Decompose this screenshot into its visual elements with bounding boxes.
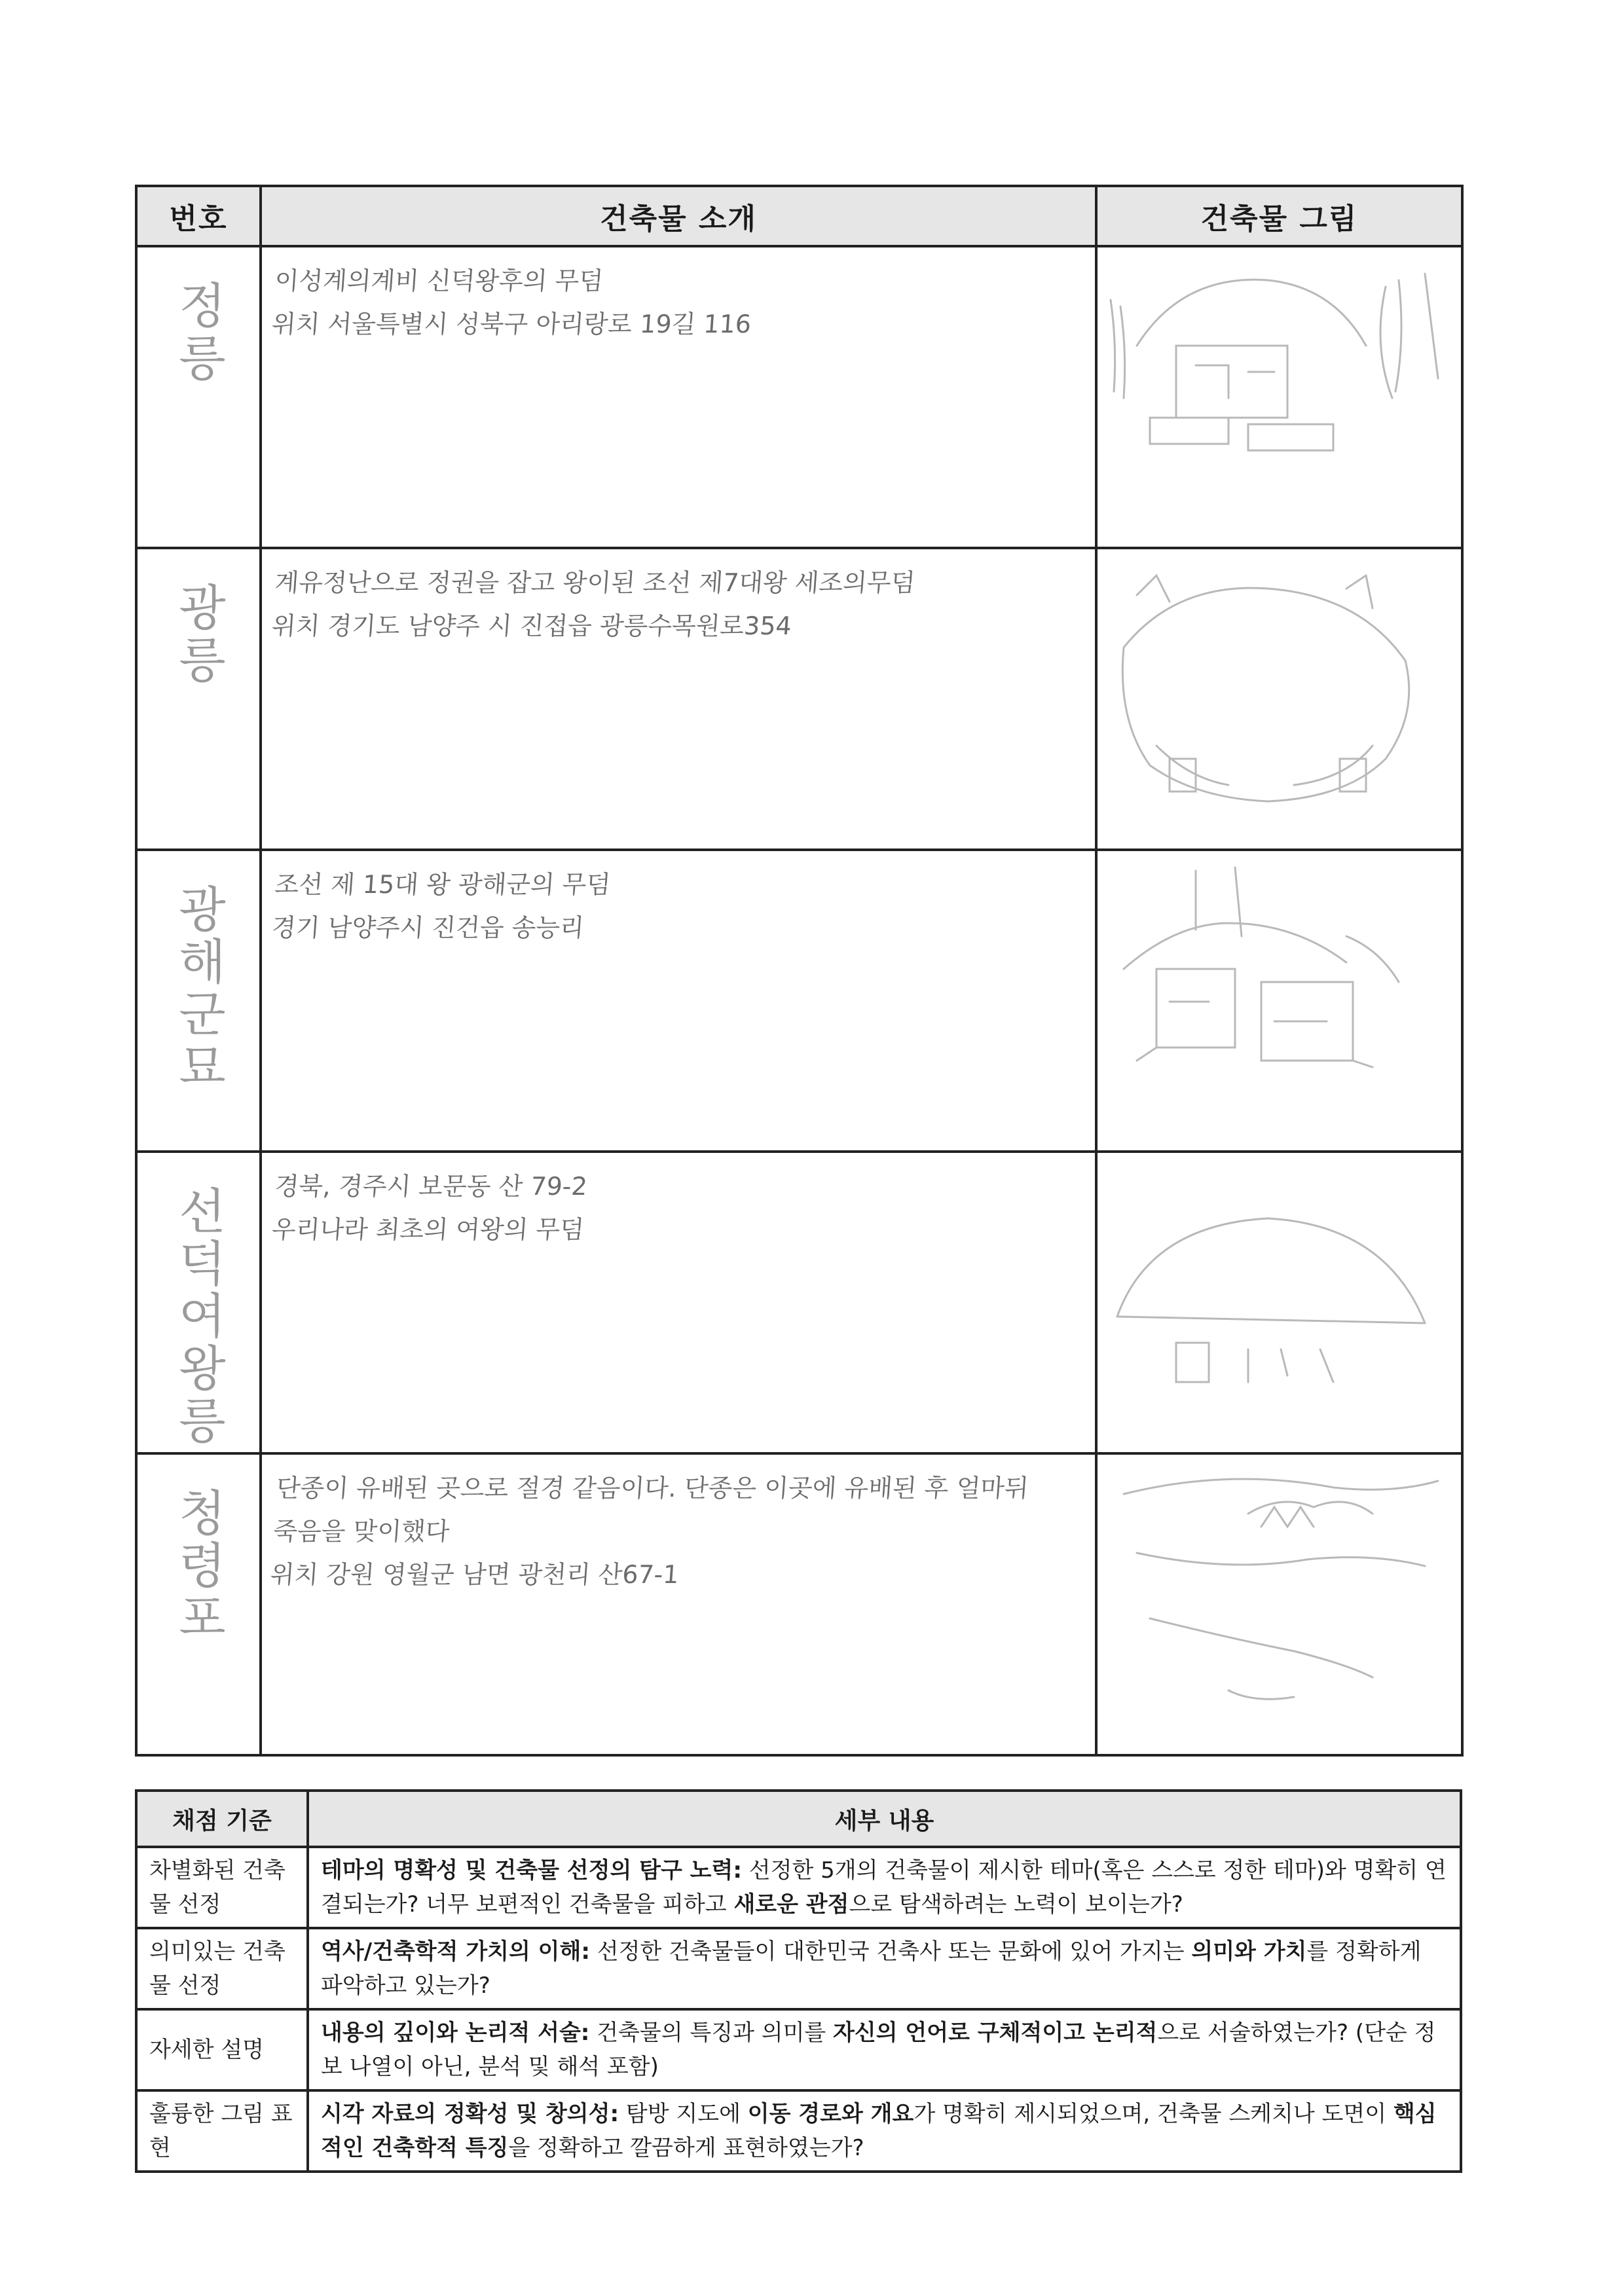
rubric-text: 으로 서술하였는가? (단순 정보 나열이 아닌, 분석 및 해석 포함) [321,2020,1436,2080]
intro-line: 경북, 경주시 보문동 산 79-2 [274,1172,589,1201]
row-drawing-cell [1096,246,1462,548]
intro-line: 계유정난으로 정권을 잡고 왕이된 조선 제7대왕 세조의무덤 [274,568,916,597]
row-name-cell [136,1152,261,1453]
row-name-cell [136,548,261,850]
rubric-text: 을 정확하고 깔끔하게 표현하였는가? [508,2135,864,2161]
rubric-text: 으로 탐색하려는 노력이 보이는가? [849,1891,1183,1918]
rubric-title: 내용의 깊이와 논리적 서술: [321,2020,590,2046]
intro-line: 위치 강원 영월군 남면 광천리 산67-1 [269,1560,680,1589]
header-drawing: 건축물 그림 [1096,186,1462,246]
rubric-row [136,2009,1461,2090]
table-row [136,850,1462,1152]
table-row [136,1453,1462,1755]
landscape-sketch [1098,1455,1461,1754]
rubric-detail [308,1847,1461,1928]
table-row [136,1152,1462,1453]
rubric-detail [308,2009,1461,2090]
row-intro-cell [261,548,1096,850]
rubric-row [136,1847,1461,1928]
rubric-emphasis: 의미와 가치 [1191,1939,1307,1965]
tomb-sketch [1098,1153,1461,1452]
row-intro-cell [261,850,1096,1152]
rubric-row [136,1928,1461,2009]
rubric-title: 시각 자료의 정확성 및 창의성: [321,2101,619,2127]
row-name-cell [136,850,261,1152]
rubric-emphasis: 새로운 관점 [733,1891,849,1918]
rubric-title: 테마의 명확성 및 건축물 선정의 탐구 노력: [321,1857,742,1884]
tomb-sketch [1098,851,1461,1150]
rubric-text: 탐방 지도에 [619,2101,748,2127]
rubric-criteria: 훌륭한 그림 표현 [136,2090,308,2172]
row-name-cell [136,1453,261,1755]
row-drawing-cell [1096,850,1462,1152]
intro-line: 조선 제 15대 왕 광해군의 무덤 [274,870,612,899]
rubric-detail [308,1928,1461,2009]
rubric-criteria: 자세한 설명 [136,2009,308,2090]
table-row [136,548,1462,850]
rubric-row [136,2090,1461,2172]
grading-rubric [135,1789,1462,2173]
rubric-text: 건축물의 특징과 의미를 [589,2020,834,2046]
rubric-text: 선정한 건축물들이 대한민국 건축사 또는 문화에 있어 가지는 [589,1939,1192,1965]
intro-line: 경기 남양주시 진건읍 송능리 [270,913,585,942]
row-name: 광해군묘 [170,884,227,1093]
rubric-text: 를 정확하게 파악하고 있는가? [321,1939,1422,1999]
row-intro-cell [261,1453,1096,1755]
rubric-detail [308,2090,1461,2172]
rubric-header-row [136,1791,1461,1847]
row-intro-cell [261,1152,1096,1453]
table-row [136,246,1462,548]
row-name: 선덕여왕릉 [170,1186,227,1448]
rubric-criteria: 차별화된 건축물 선정 [136,1847,308,1928]
rubric-header-criteria: 채점 기준 [136,1791,308,1847]
row-drawing-cell [1096,1152,1462,1453]
intro-line: 우리나라 최초의 여왕의 무덤 [270,1215,585,1244]
rubric-text: 가 명확히 제시되었으며, 건축물 스케치나 도면이 [913,2101,1393,2127]
row-name: 정릉 [170,280,227,385]
intro-line: 단종이 유배된 곳으로 절경 같음이다. 단종은 이곳에 유배된 후 얼마뒤 [275,1474,1030,1503]
row-name-cell [136,246,261,548]
table-header-row [136,186,1462,246]
rubric-text: 선정한 5개의 건축물이 제시한 테마(혹은 스스로 정한 테마)와 명확히 연결되는가? 너무 보편적인 건축물을 피하고 [321,1857,1447,1918]
rubric-emphasis: 이동 경로와 개요 [747,2101,914,2127]
intro-line: 위치 서울특별시 성북구 아리랑로 19길 116 [270,310,752,338]
rubric-emphasis: 핵심적인 건축학적 특징 [321,2101,1437,2161]
row-drawing-cell [1096,548,1462,850]
header-number: 번호 [136,186,261,246]
intro-line: 죽음을 맞이했다 [272,1517,451,1546]
header-intro: 건축물 소개 [261,186,1096,246]
rubric-header-detail: 세부 내용 [308,1791,1461,1847]
intro-line: 위치 경기도 남양주 시 진접읍 광릉수목원로354 [270,611,793,640]
tomb-sketch [1098,247,1461,547]
building-table [135,185,1464,1757]
row-drawing-cell [1096,1453,1462,1755]
tomb-sketch [1098,549,1461,848]
intro-line: 이성계의계비 신덕왕후의 무덤 [274,266,604,295]
rubric-emphasis: 자신의 언어로 구체적이고 논리적 [833,2020,1158,2046]
row-name: 광릉 [170,582,227,687]
rubric-criteria: 의미있는 건축물 선정 [136,1928,308,2009]
row-name: 청령포 [170,1487,227,1645]
row-intro-cell [261,246,1096,548]
rubric-title: 역사/건축학적 가치의 이해: [321,1939,590,1965]
